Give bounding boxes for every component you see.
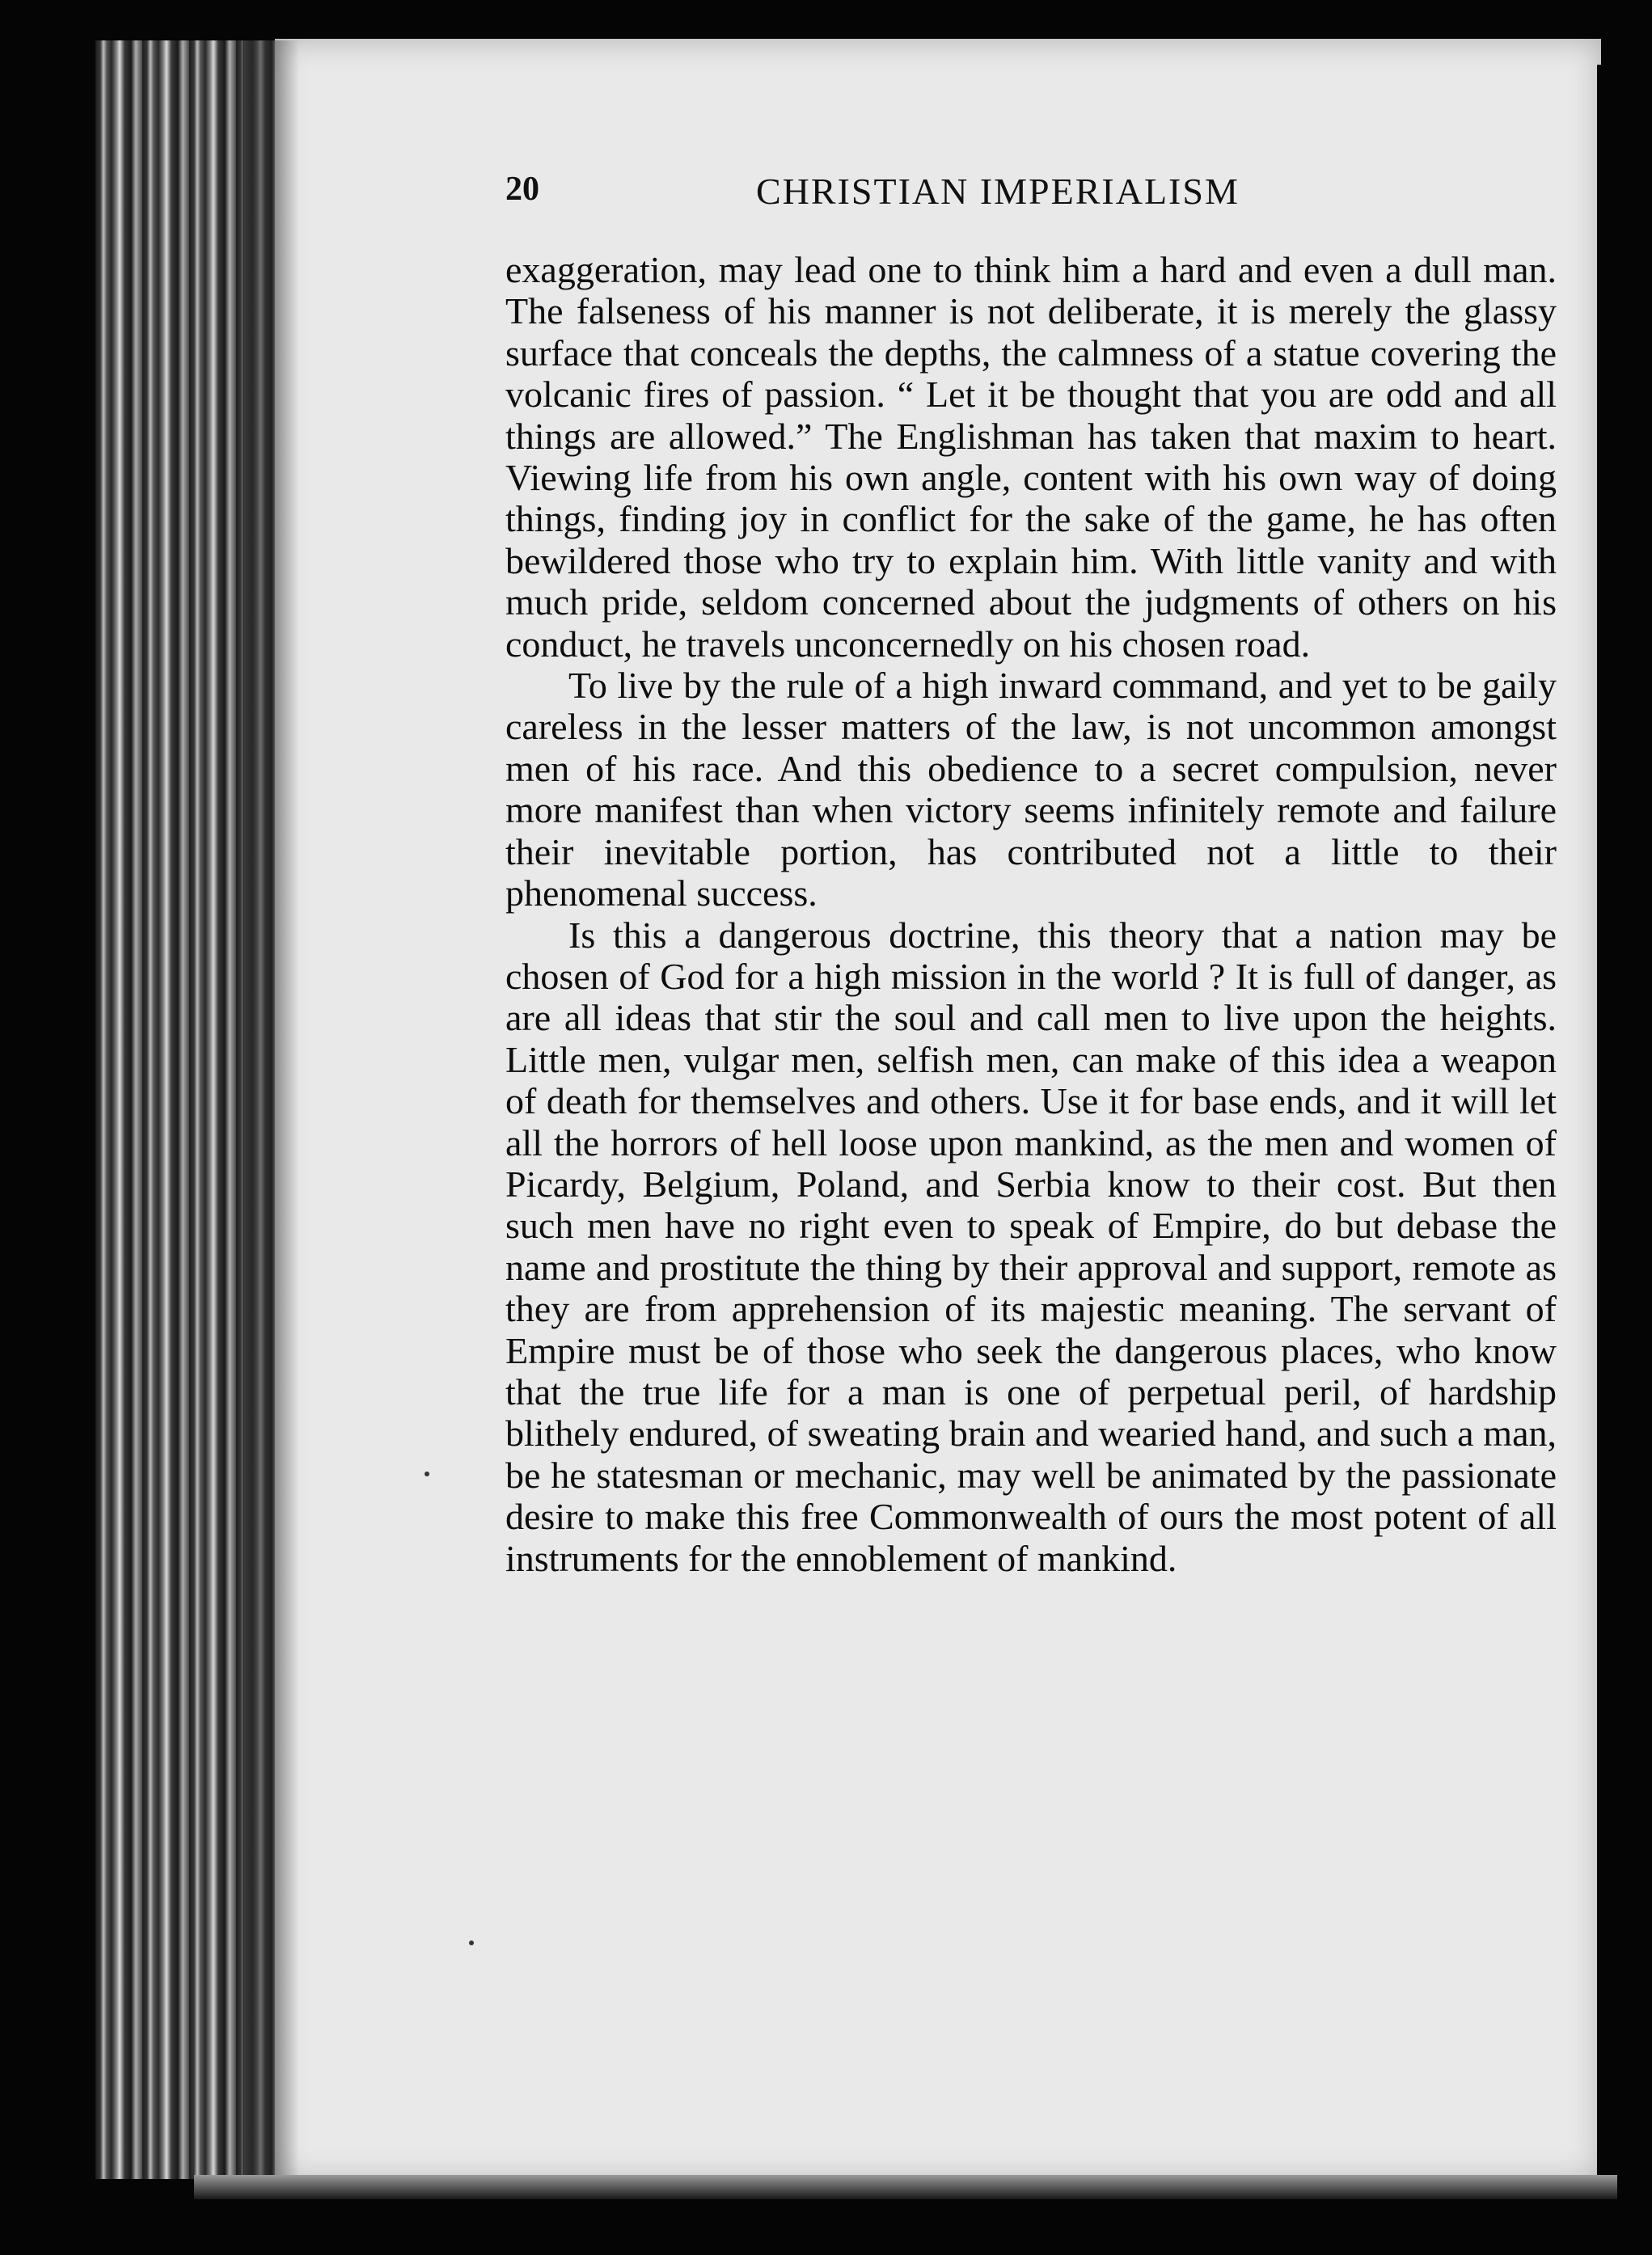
dust-speck <box>469 1940 474 1945</box>
paragraph: Is this a dangerous doctrine, this theory that a nation may be chosen of God for a high mission in the world ? It is full of danger, as are all ideas that stir the soul and call men to live upon the heights. Little men, vulgar men, selfish men, can make of this idea a weapon of death for themselves and others. Use it for base ends, and it will let all the horrors of hell loose upon mankind, as the men and women of Picardy, Belgium, Poland, and Serbia know to their cost. But then such men have no right even to speak of Empire, do but debase the name and prostitute the thing by their approval and support, remote as they are from apprehension of its majestic meaning. The servant of Empire must be of those who seek the dangerous places, who know that the true life for a man is one of perpetual peril, of hardship blithely endured, of sweating brain and wearied hand, and such a man, be he statesman or mechanic, may well be animated by the passionate desire to make this free Commonwealth of ours the most potent of all instruments for the ennoblement of mankind. <box>505 914 1557 1579</box>
running-head <box>505 170 1581 218</box>
paragraph: To live by the rule of a high inward command, and yet to be gaily careless in the lesser matters of the law, is not uncommon amongst men of his race. And this obedience to a secret compulsion, never more manifest than when victory seems infinitely remote and failure their inevitable portion, has contributed not a little to their phenomenal success. <box>505 665 1557 914</box>
gutter-shadow <box>243 40 299 2179</box>
dust-speck <box>425 1472 429 1476</box>
running-title: CHRISTIAN IMPERIALISM <box>756 171 1240 212</box>
right-page-edge <box>1597 65 1652 2255</box>
body-text <box>505 249 1557 1579</box>
paragraph: exaggeration, may lead one to think him a hard and even a dull man. The falseness of his manner is not deliberate, it is merely the glassy surface that conceals the depths, the calmness of a statue covering the volcanic fires of passion. “ Let it be thought that you are odd and all things are allowed.” The Englishman has taken that maxim to heart. Viewing life from his own angle, content with his own way of doing things, finding joy in conflict for the sake of the game, he has often bewildered those who try to explain him. With little vanity and with much pride, seldom concerned about the judgments of others on his conduct, he travels unconcernedly on his chosen road. <box>505 249 1557 665</box>
page-number: 20 <box>505 171 539 208</box>
bottom-page-edge <box>194 2175 1617 2199</box>
